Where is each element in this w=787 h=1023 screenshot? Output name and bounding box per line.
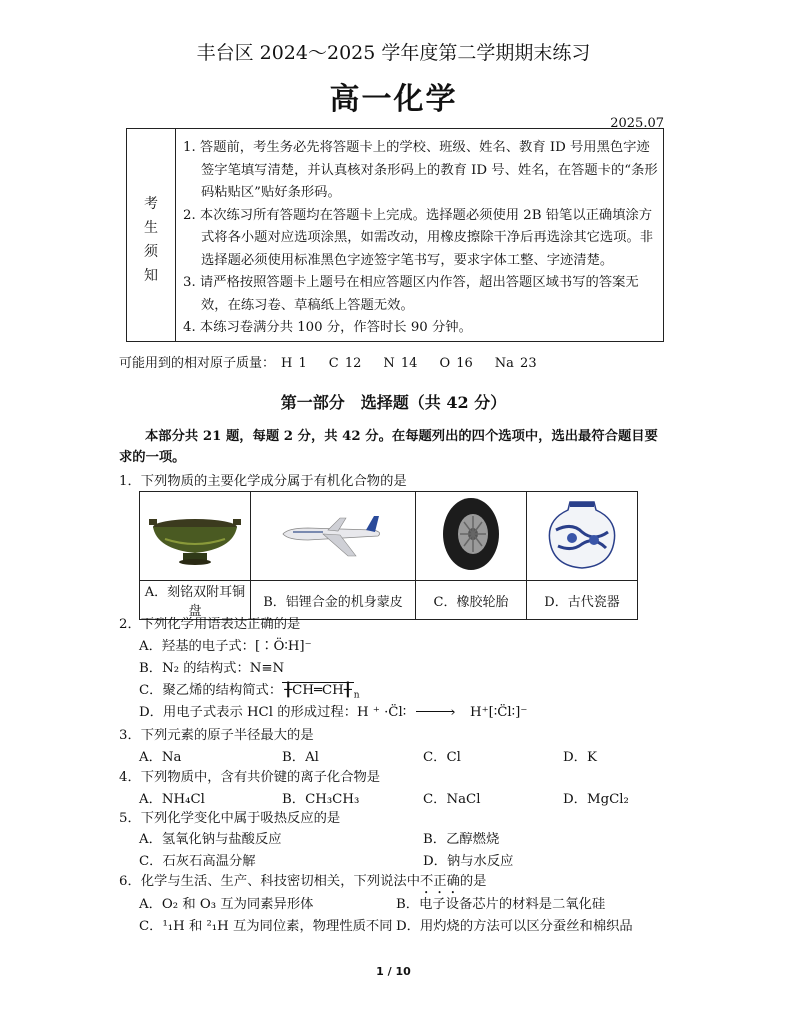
q3-option-a: A．Na xyxy=(139,750,182,765)
q1-option-a: A．刻铭双附耳铜盘 xyxy=(140,581,251,620)
atomic-masses xyxy=(119,352,559,371)
part-instruction xyxy=(119,426,669,468)
q2-option-b: B．N₂ 的结构式：N≡N xyxy=(139,661,285,676)
atomic-mass: O 16 xyxy=(439,356,473,371)
atomic-mass: Na 23 xyxy=(494,356,537,371)
q6-option-a: A．O₂ 和 O₃ 互为同素异形体 xyxy=(139,897,314,912)
question-5-stem: 5．下列化学变化中属于吸热反应的是 xyxy=(119,811,341,826)
porcelain-jar-image xyxy=(527,492,638,581)
q2-option-a xyxy=(139,635,312,654)
polymer-degree: n xyxy=(353,690,360,701)
reaction-arrowhead-icon: › xyxy=(450,705,456,720)
question-2-stem: 2．下列化学用语表达正确的是 xyxy=(119,617,301,632)
q2-option-d xyxy=(139,701,527,720)
q5-option-c: C．石灰石高温分解 xyxy=(139,854,256,869)
reaction-arrow-icon xyxy=(416,711,454,712)
q6-option-b: B．电子设备芯片的材料是二氧化硅 xyxy=(396,897,606,912)
question-4-stem: 4．下列物质中，含有共价键的离子化合物是 xyxy=(119,770,381,785)
notice-side-label xyxy=(127,129,176,341)
q4-option-d: D．MgCl₂ xyxy=(563,792,629,807)
q2-option-d-text: D．用电子式表示 HCl 的形成过程： xyxy=(139,705,357,720)
q6-emphasis: 不正确 xyxy=(420,874,460,889)
q5-option-b: B．乙醇燃烧 xyxy=(423,832,500,847)
q6-option-d: D．用灼烧的方法可以区分蚕丝和棉织品 xyxy=(396,919,633,934)
exam-header: 丰台区 2024～2025 学年度第二学期期末练习 xyxy=(196,42,591,64)
question-3-stem: 3．下列元素的原子半径最大的是 xyxy=(119,728,314,743)
q2-option-a-formula: [∶Ö∶H]⁻ xyxy=(254,639,312,654)
atomic-mass: C 12 xyxy=(328,356,362,371)
notice-side-char: 生 xyxy=(144,220,158,236)
polyethylene-formula: ╂CH═CH╂ xyxy=(284,683,352,698)
candidate-notice-box xyxy=(126,128,664,342)
q5-option-d: D．钠与水反应 xyxy=(423,854,514,869)
exam-date: 2025.07 xyxy=(610,116,664,131)
q5-option-a: A．氢氧化钠与盐酸反应 xyxy=(139,832,282,847)
q2-option-c-text: C．聚乙烯的结构简式： xyxy=(139,683,283,698)
subject-title: 高一化学 xyxy=(329,82,458,117)
bronze-plate-image xyxy=(140,492,251,581)
part-title: 第一部分 选择题（共 42 分） xyxy=(280,393,507,412)
porcelain-jar-icon xyxy=(542,494,622,574)
q2-option-c xyxy=(139,679,360,701)
q3-option-b: B．Al xyxy=(282,750,319,765)
q4-option-c: C．NaCl xyxy=(423,792,481,807)
notice-items xyxy=(183,137,659,340)
q3-option-d: D．K xyxy=(563,750,597,765)
q3-option-c: C．Cl xyxy=(423,750,461,765)
q2-option-a-text: A．羟基的电子式： xyxy=(139,639,255,654)
atomic-masses-label: 可能用到的相对原子质量： xyxy=(119,356,276,371)
notice-item: 4. 本练习卷满分共 100 分，作答时长 90 分钟。 xyxy=(183,320,472,335)
q6-stem-end: 的是 xyxy=(459,874,487,889)
notice-item: 3. 请严格按照答题卡上题号在相应答题区内作答，超出答题区域书写的答案无效，在练习卷、草稿纸上答题无效。 xyxy=(183,275,639,313)
q4-option-a: A．NH₄Cl xyxy=(139,792,205,807)
q1-option-c: C．橡胶轮胎 xyxy=(416,581,527,620)
q6-stem-text: 6．化学与生活、生产、科技密切相关，下列说法中 xyxy=(119,874,420,889)
hcl-reactants: H ⁺ ·C̈l∶ xyxy=(357,705,407,720)
notice-side-char: 知 xyxy=(144,268,158,284)
notice-item: 2. 本次练习所有答题均在答题卡上完成。选择题必须使用 2B 铅笔以正确填涂方式将各小题对应选项涂黑，如需改动，用橡皮擦除干净后再选涂其它选项。非选择题必须使用标准黑色字迹签字笔书写，要求字体工整、字迹清楚。 xyxy=(183,207,654,268)
question-1-options-table xyxy=(139,491,638,620)
airplane-icon xyxy=(278,504,388,564)
notice-side-char: 须 xyxy=(144,244,158,260)
notice-side-char: 考 xyxy=(144,196,158,212)
q1-option-b: B．铝锂合金的机身蒙皮 xyxy=(251,581,416,620)
page-number: 1 / 10 xyxy=(376,965,411,978)
notice-item: 1. 答题前，考生务必先将答题卡上的学校、班级、姓名、教育 ID 号用黑色字迹签字笔填写清楚，并认真核对条形码上的教育 ID 号、姓名，在答题卡的“条形码粘贴区”贴好条形码。 xyxy=(183,140,658,200)
instruction-text: 本部分共 21 题，每题 2 分，共 42 分。在每题列出的四个选项中，选出最符合题目要求的一项。 xyxy=(119,429,658,465)
atomic-mass: N 14 xyxy=(383,356,418,371)
q4-option-b: B．CH₃CH₃ xyxy=(282,792,360,807)
atomic-mass: H 1 xyxy=(281,356,307,371)
question-1-stem: 1．下列物质的主要化学成分属于有机化合物的是 xyxy=(119,474,407,489)
bronze-plate-icon xyxy=(145,499,245,569)
q6-option-c: C．¹₁H 和 ²₁H 互为同位素，物理性质不同 xyxy=(139,919,393,934)
polyethylene-unit: CH═CH xyxy=(292,683,344,698)
q1-option-d: D．古代瓷器 xyxy=(527,581,638,620)
airplane-image xyxy=(251,492,416,581)
tire-image xyxy=(416,492,527,581)
tire-icon xyxy=(436,494,506,574)
hcl-product: H⁺[∶C̈l∶]⁻ xyxy=(469,705,528,720)
